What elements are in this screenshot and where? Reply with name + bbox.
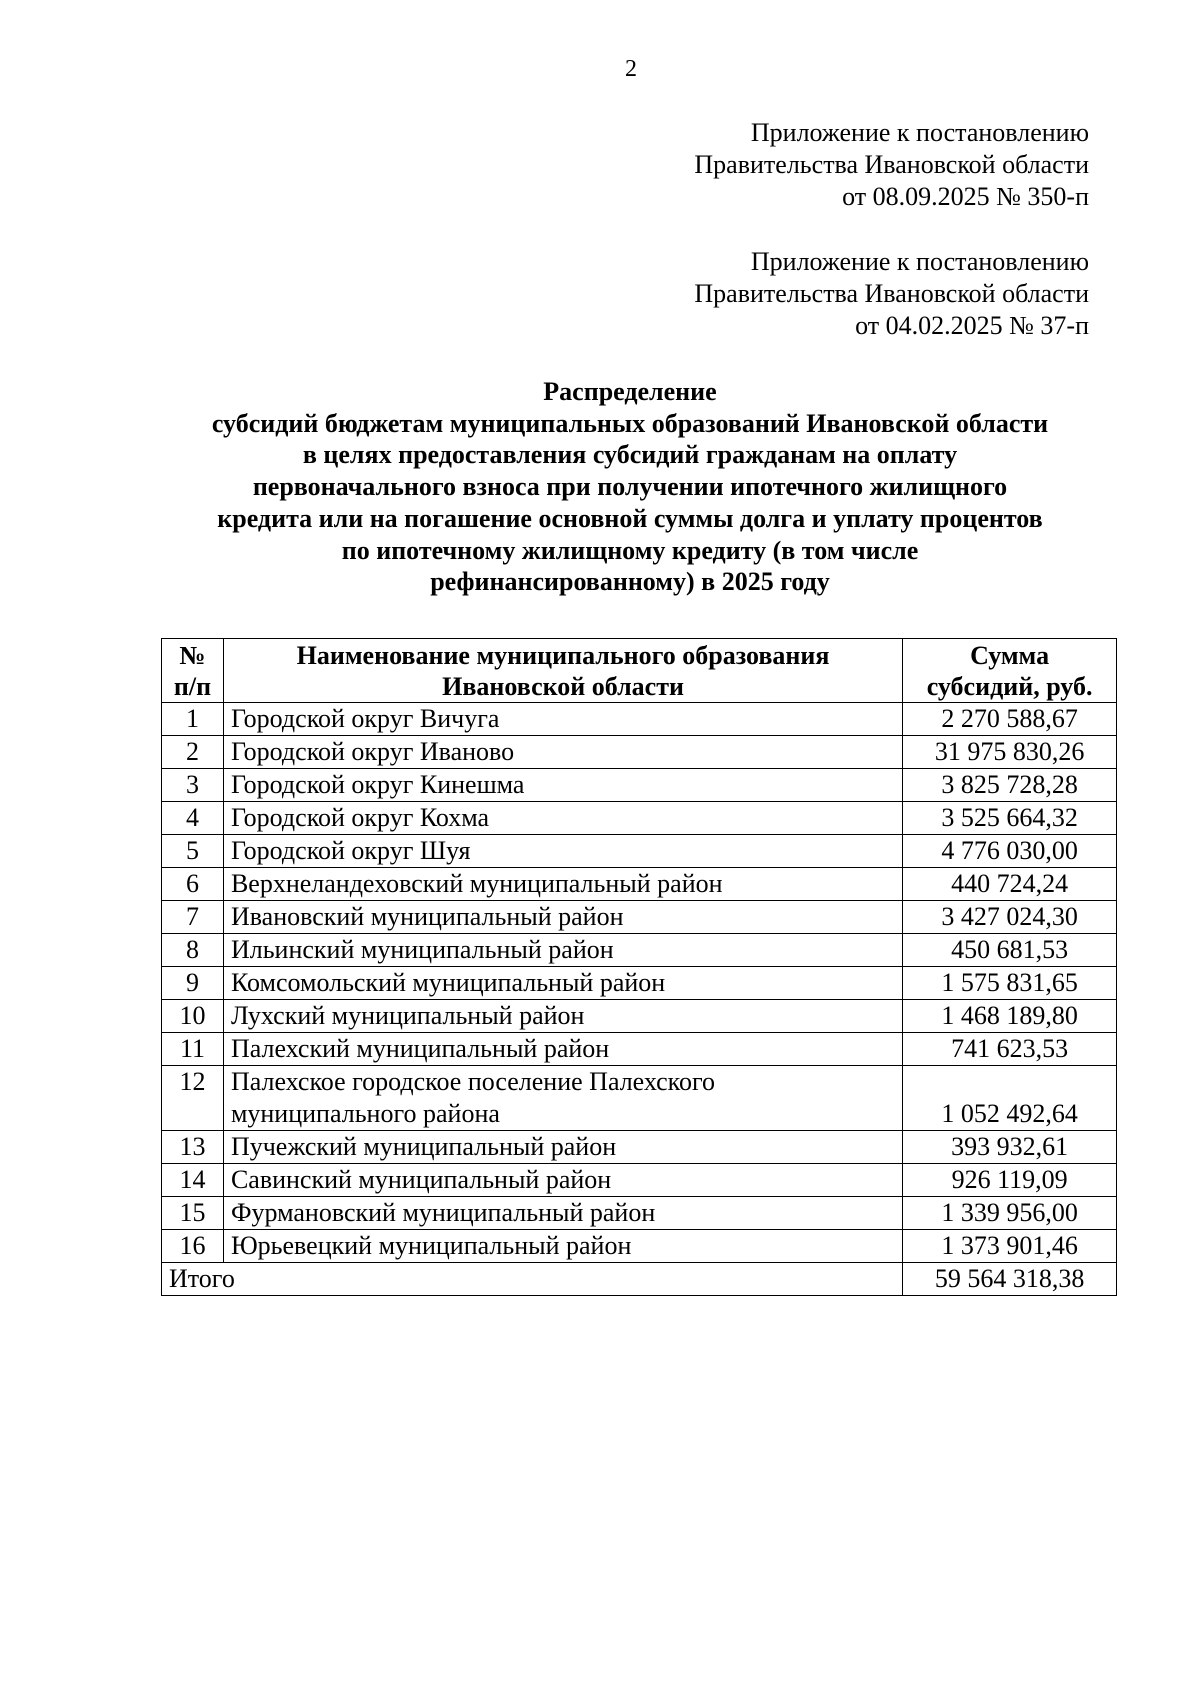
municipality-name: Ивановский муниципальный район	[223, 901, 902, 934]
municipality-name: Палехский муниципальный район	[223, 1033, 902, 1066]
title-line: субсидий бюджетам муниципальных образований Ивановской области	[211, 408, 1049, 438]
title-line: рефинансированному) в 2025 году	[430, 567, 830, 597]
municipality-name: Городской округ Кинешма	[223, 769, 902, 802]
header-municipality: Наименование муниципального образования Ивановской области	[223, 639, 902, 703]
municipality-name-line: Палехское городское поселение Палехского	[230, 1067, 715, 1096]
subsidy-amount: 1 339 956,00	[903, 1197, 1117, 1230]
table-row	[162, 868, 1117, 901]
title-line: в целях предоставления субсидий гражданам на оплату	[302, 440, 958, 470]
subsidy-amount: 1 052 492,64	[903, 1066, 1117, 1131]
subsidy-amount: 31 975 830,26	[903, 736, 1117, 769]
municipality-name: Лухский муниципальный район	[223, 1000, 902, 1033]
table-row	[162, 802, 1117, 835]
row-number: 1	[162, 703, 224, 736]
header-amount: Сумма субсидий, руб.	[903, 639, 1117, 703]
appendix-line: Правительства Ивановской области	[694, 279, 1089, 308]
row-number: 6	[162, 868, 224, 901]
subsidy-amount: 1 575 831,65	[903, 967, 1117, 1000]
table-row	[162, 1197, 1117, 1230]
appendix-line: от 08.09.2025 № 350-п	[842, 182, 1089, 211]
row-number: 7	[162, 901, 224, 934]
subsidy-amount: 4 776 030,00	[903, 835, 1117, 868]
municipality-name: Комсомольский муниципальный район	[223, 967, 902, 1000]
table-row	[162, 1066, 1117, 1131]
page-number: 2	[625, 56, 637, 82]
municipality-name	[223, 1066, 902, 1131]
row-number: 9	[162, 967, 224, 1000]
row-number: 3	[162, 769, 224, 802]
subsidy-amount: 440 724,24	[903, 868, 1117, 901]
header-number: № п/п	[162, 639, 224, 703]
document-title	[160, 376, 1100, 598]
row-number: 14	[162, 1164, 224, 1197]
row-number: 15	[162, 1197, 224, 1230]
table-row	[162, 1230, 1117, 1263]
subsidy-amount: 450 681,53	[903, 934, 1117, 967]
appendix-line: Приложение к постановлению	[750, 247, 1089, 276]
municipality-name: Ильинский муниципальный район	[223, 934, 902, 967]
municipality-name-line: муниципального района	[230, 1099, 500, 1128]
row-number: 10	[162, 1000, 224, 1033]
row-number: 8	[162, 934, 224, 967]
appendix-line: Приложение к постановлению	[750, 118, 1089, 147]
municipality-name: Верхнеландеховский муниципальный район	[223, 868, 902, 901]
table-header-row	[162, 639, 1117, 703]
municipality-name: Юрьевецкий муниципальный район	[223, 1230, 902, 1263]
table-row	[162, 1131, 1117, 1164]
subsidy-amount: 3 525 664,32	[903, 802, 1117, 835]
table-row	[162, 769, 1117, 802]
appendix-line: от 04.02.2025 № 37-п	[855, 311, 1089, 340]
municipality-name: Городской округ Иваново	[223, 736, 902, 769]
title-line: по ипотечному жилищному кредиту (в том числе	[341, 535, 919, 565]
subsidy-amount: 3 825 728,28	[903, 769, 1117, 802]
municipality-name: Фурмановский муниципальный район	[223, 1197, 902, 1230]
appendix-note-original	[694, 246, 1089, 342]
row-number: 12	[162, 1066, 224, 1131]
table-row	[162, 1164, 1117, 1197]
subsidy-amount: 2 270 588,67	[903, 703, 1117, 736]
table-row	[162, 901, 1117, 934]
municipality-name: Городской округ Шуя	[223, 835, 902, 868]
table-row	[162, 967, 1117, 1000]
subsidy-distribution-table	[161, 638, 1117, 1296]
table-row	[162, 835, 1117, 868]
row-number: 5	[162, 835, 224, 868]
title-line: первоначального взноса при получении ипотечного жилищного	[252, 472, 1008, 502]
table-total-row	[162, 1263, 1117, 1296]
total-label: Итого	[162, 1263, 903, 1296]
title-line: кредита или на погашение основной суммы долга и уплату процентов	[217, 503, 1043, 533]
row-number: 2	[162, 736, 224, 769]
subsidy-amount: 741 623,53	[903, 1033, 1117, 1066]
table-row	[162, 1000, 1117, 1033]
subsidy-amount: 926 119,09	[903, 1164, 1117, 1197]
appendix-line: Правительства Ивановской области	[694, 150, 1089, 179]
title-line: Распределение	[543, 377, 717, 406]
subsidy-amount: 3 427 024,30	[903, 901, 1117, 934]
table-row	[162, 736, 1117, 769]
table-row	[162, 1033, 1117, 1066]
municipality-name: Пучежский муниципальный район	[223, 1131, 902, 1164]
table-row	[162, 703, 1117, 736]
appendix-note-current	[694, 117, 1089, 213]
municipality-name: Савинский муниципальный район	[223, 1164, 902, 1197]
table-row	[162, 934, 1117, 967]
row-number: 16	[162, 1230, 224, 1263]
row-number: 13	[162, 1131, 224, 1164]
subsidy-amount: 1 373 901,46	[903, 1230, 1117, 1263]
total-amount: 59 564 318,38	[903, 1263, 1117, 1296]
municipality-name: Городской округ Вичуга	[223, 703, 902, 736]
subsidy-amount: 393 932,61	[903, 1131, 1117, 1164]
subsidy-amount: 1 468 189,80	[903, 1000, 1117, 1033]
municipality-name: Городской округ Кохма	[223, 802, 902, 835]
row-number: 4	[162, 802, 224, 835]
row-number: 11	[162, 1033, 224, 1066]
